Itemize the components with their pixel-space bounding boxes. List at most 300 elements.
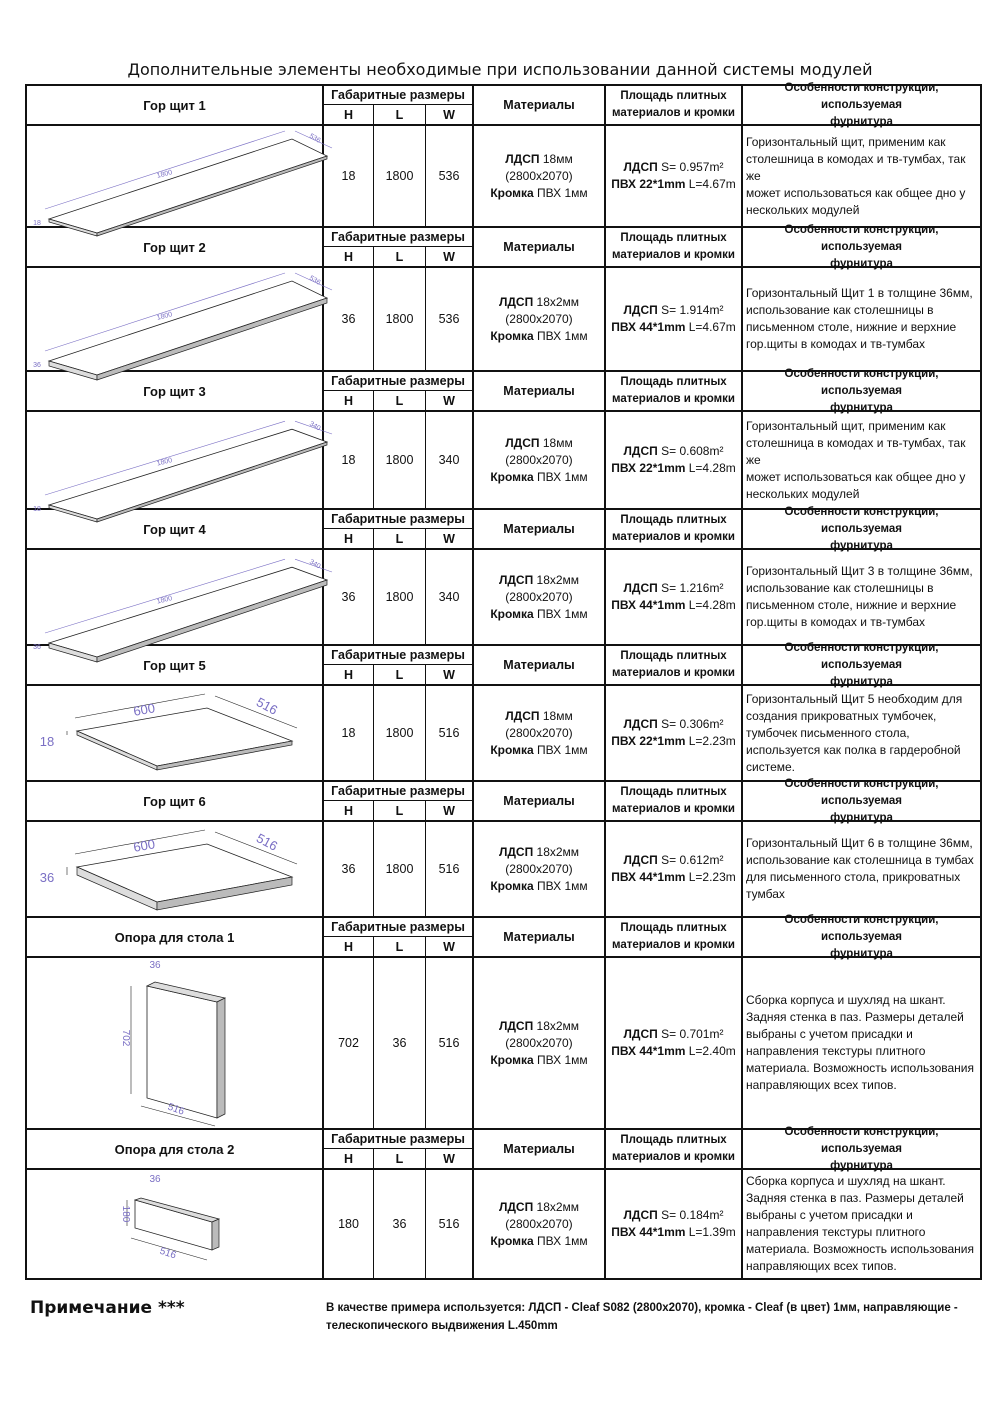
features-text — [746, 418, 977, 503]
edge-name: Кромка — [490, 328, 534, 343]
features-line: тумбах — [746, 887, 785, 901]
dimensions-header — [324, 646, 474, 684]
features-line: гор.щиты в комодах и тв-тумбах — [746, 337, 926, 351]
value-l: 1800 — [374, 686, 426, 780]
features-line: создания прикроватных тумбочек, — [746, 708, 937, 723]
value-l: 1800 — [374, 822, 426, 916]
edge-length: L=2.40m — [685, 1044, 736, 1058]
features-header-line: фурнитура — [830, 115, 893, 128]
materials-cell — [474, 412, 606, 508]
area-header-line: материалов и кромки — [612, 249, 735, 261]
dimension-label: 702 — [120, 1029, 131, 1047]
edge-type: ПВХ 44*1mm — [611, 320, 686, 334]
area-header — [606, 782, 743, 820]
features-cell — [743, 686, 980, 780]
features-text — [746, 563, 973, 631]
materials-sheet-size: (2800х2070) — [505, 1216, 573, 1231]
table-section — [27, 1125, 980, 1280]
table-section — [27, 913, 980, 1130]
area-header — [606, 646, 743, 684]
panel-face — [147, 986, 217, 1118]
value-l: 36 — [374, 958, 426, 1128]
area-header-line: материалов и кромки — [612, 393, 735, 405]
features-header-line: фурнитура — [830, 675, 893, 688]
dimensions-header — [324, 86, 474, 124]
board-top-face — [49, 281, 327, 375]
materials-text — [490, 294, 587, 345]
area-header-line: материалов и кромки — [612, 107, 735, 119]
features-line: материала. Возможность использования — [746, 1242, 974, 1256]
part-drawing — [27, 412, 324, 513]
part-drawing-svg — [27, 822, 322, 916]
edge-spec: ПВХ 1мм — [533, 606, 588, 621]
board-top-face — [49, 429, 327, 519]
edge-spec: ПВХ 1мм — [533, 1233, 588, 1248]
edge-spec: ПВХ 1мм — [533, 878, 588, 893]
features-header-text — [743, 80, 980, 131]
edge-type: ПВХ 44*1mm — [611, 598, 686, 612]
value-h: 18 — [324, 412, 374, 508]
part-drawing — [27, 1170, 324, 1278]
area-text — [611, 1207, 736, 1241]
part-drawing — [27, 958, 324, 1128]
element-name: Гор щит 3 — [27, 372, 324, 410]
materials-sheet-size: (2800х2070) — [505, 725, 573, 740]
materials-cell — [474, 686, 606, 780]
features-header-text — [743, 776, 980, 827]
features-header — [743, 777, 980, 824]
col-w-header: W — [443, 939, 455, 954]
area-cell — [606, 822, 743, 916]
area-value: S= 0.184m² — [657, 1208, 724, 1222]
features-cell — [743, 822, 980, 916]
edge-spec: ПВХ 1мм — [533, 328, 588, 343]
area-line — [611, 443, 736, 460]
material-name: ЛДСП — [498, 1199, 534, 1214]
area-text — [611, 580, 736, 614]
dimensions-header — [324, 782, 474, 820]
col-l-header: L — [374, 529, 426, 548]
materials-line — [490, 185, 587, 202]
col-h-header: H — [324, 1149, 374, 1168]
dimension-label: 516 — [158, 1245, 178, 1262]
area-line — [611, 1207, 736, 1224]
area-header-line: Площадь плитных — [620, 1134, 727, 1146]
dimensions-title: Габаритные размеры — [324, 782, 472, 801]
dimension-label: 36 — [149, 960, 161, 971]
features-header-line: фурнитура — [830, 257, 893, 270]
area-header-line: материалов и кромки — [612, 531, 735, 543]
dimension-label: 536 — [307, 274, 322, 287]
features-cell — [743, 126, 980, 226]
area-header-line: Площадь плитных — [620, 376, 727, 388]
features-line: направления текстуры плитного — [746, 1225, 926, 1239]
col-h-header: H — [324, 665, 374, 684]
col-l-header: L — [374, 665, 426, 684]
table-section — [27, 223, 980, 372]
edge-type: ПВХ 22*1mm — [611, 734, 686, 748]
value-w: 516 — [426, 822, 474, 916]
features-text — [746, 691, 962, 776]
features-line: Горизонтальный Щит 5 необходим для — [746, 691, 963, 706]
board-top-face — [49, 567, 327, 657]
value-w: 536 — [426, 268, 474, 370]
features-header-line: Особенности конструкции, используемая — [784, 1125, 939, 1155]
col-l-header: L — [374, 391, 426, 410]
materials-sheet-size: (2800х2070) — [505, 589, 573, 604]
part-drawing-svg — [27, 1170, 322, 1278]
features-line: Горизонтальный Щит 3 в толщине 36мм, — [746, 564, 973, 578]
note-title: Примечание *** — [30, 1298, 185, 1318]
area-header-text — [612, 1132, 735, 1166]
area-header-line: материалов и кромки — [612, 939, 735, 951]
col-l-header: L — [374, 105, 426, 124]
value-l: 1800 — [374, 126, 426, 226]
area-material: ЛДСП — [623, 160, 658, 174]
dimension-label: 36 — [33, 644, 41, 651]
area-header-line: Площадь плитных — [620, 786, 727, 798]
area-header — [606, 510, 743, 548]
materials-text — [490, 708, 587, 759]
features-line: нескольких модулей — [746, 486, 860, 501]
features-text — [746, 285, 973, 353]
features-line: тумбочек письменного стола, — [746, 725, 910, 740]
area-value: S= 0.612m² — [657, 853, 724, 867]
table-section — [27, 777, 980, 918]
value-w: 516 — [426, 686, 474, 780]
dimension-label: 600 — [132, 700, 157, 719]
document-title: Дополнительные элементы необходимые при использовании данной системы модулей — [127, 60, 873, 79]
area-material: ЛДСП — [623, 581, 658, 595]
features-line: письменном столе, нижние и верхние — [746, 598, 957, 612]
dimensions-title: Габаритные размеры — [324, 510, 472, 529]
area-header-text — [612, 374, 735, 408]
features-line: столешница в комодах и тв-тумбах, так же — [746, 435, 966, 467]
col-l-header: L — [374, 937, 426, 956]
features-header — [743, 367, 980, 414]
dimension-label: 36 — [149, 1174, 161, 1185]
value-l: 1800 — [374, 412, 426, 508]
dimensions-title: Габаритные размеры — [324, 372, 472, 391]
part-drawing — [27, 550, 324, 651]
materials-text — [490, 1199, 587, 1250]
features-line: может использоваться как общее дно у — [746, 185, 966, 200]
materials-line — [490, 742, 587, 759]
dimension-label: 18 — [33, 506, 41, 513]
dimension-label: 1800 — [156, 457, 174, 468]
col-l-header: L — [374, 1149, 426, 1168]
elements-table — [25, 81, 982, 1280]
features-header-text — [743, 912, 980, 963]
area-cell — [606, 686, 743, 780]
features-line: системе. — [746, 759, 795, 774]
material-thickness: 18х2мм — [533, 1018, 580, 1033]
features-line: выбраны с учетом присадки и — [746, 1027, 913, 1041]
features-header-text — [743, 1124, 980, 1175]
dimension-label: 536 — [307, 132, 322, 145]
materials-header: Материалы — [474, 86, 606, 124]
area-line — [611, 460, 736, 477]
edge-length: L=4.67m — [685, 177, 736, 191]
features-header-line: фурнитура — [830, 539, 893, 552]
features-line: направляющих всех типов. — [746, 1078, 897, 1092]
area-header — [606, 372, 743, 410]
materials-text — [490, 151, 587, 202]
area-header-text — [612, 88, 735, 122]
features-line: гор.щиты в комодах и тв-тумбах — [746, 615, 926, 629]
element-name: Гор щит 4 — [27, 510, 324, 548]
features-header-line: Особенности конструкции, используемая — [784, 641, 939, 671]
section-body — [27, 268, 980, 370]
materials-line — [490, 572, 587, 589]
area-text — [611, 443, 736, 477]
area-cell — [606, 412, 743, 508]
edge-type: ПВХ 22*1mm — [611, 461, 686, 475]
section-header — [27, 367, 980, 414]
col-h-header: H — [324, 529, 374, 548]
area-header-line: материалов и кромки — [612, 803, 735, 815]
section-body — [27, 1170, 980, 1278]
material-thickness: 18х2мм — [533, 844, 580, 859]
edge-name: Кромка — [490, 1233, 534, 1248]
edge-name: Кромка — [490, 185, 534, 200]
features-text — [746, 992, 974, 1094]
area-header-line: Площадь плитных — [620, 922, 727, 934]
material-thickness: 18мм — [539, 435, 573, 450]
features-header-line: фурнитура — [830, 947, 893, 960]
section-body — [27, 126, 980, 226]
materials-line — [490, 1018, 587, 1035]
material-name: ЛДСП — [498, 572, 534, 587]
materials-cell — [474, 1170, 606, 1278]
features-line: использование как столешница в тумбах — [746, 853, 974, 867]
materials-header: Материалы — [474, 918, 606, 956]
area-cell — [606, 550, 743, 644]
area-material: ЛДСП — [623, 444, 658, 458]
material-thickness: 18х2мм — [533, 572, 580, 587]
features-cell — [743, 958, 980, 1128]
area-material: ЛДСП — [623, 717, 658, 731]
area-line — [611, 1224, 736, 1241]
features-text — [746, 835, 974, 903]
materials-line — [490, 469, 587, 486]
area-line — [611, 159, 736, 176]
dimension-label: 1800 — [156, 169, 174, 180]
area-header-text — [612, 920, 735, 954]
materials-cell — [474, 268, 606, 370]
area-value: S= 1.914m² — [657, 303, 724, 317]
features-line: Горизонтальный щит, применим как — [746, 418, 946, 433]
materials-cell — [474, 550, 606, 644]
material-name: ЛДСП — [505, 151, 540, 166]
area-line — [611, 580, 736, 597]
features-line: Горизонтальный Щит 6 в толщине 36мм, — [746, 836, 973, 850]
materials-line — [490, 844, 587, 861]
materials-sheet-size: (2800х2070) — [505, 168, 573, 183]
col-w-header: W — [443, 249, 455, 264]
area-header — [606, 228, 743, 266]
col-h-header: H — [324, 801, 374, 820]
features-header-line: Особенности конструкции, используемая — [784, 81, 939, 111]
features-header-line: Особенности конструкции, используемая — [784, 505, 939, 535]
materials-line — [490, 878, 587, 895]
dimensions-title: Габаритные размеры — [324, 86, 472, 105]
features-text — [746, 1173, 974, 1275]
dimension-label: 18 — [39, 734, 55, 749]
area-value: S= 0.957m² — [657, 160, 724, 174]
area-material: ЛДСП — [623, 1027, 658, 1041]
material-thickness: 18мм — [539, 151, 573, 166]
col-h-header: H — [324, 391, 374, 410]
element-name: Гор щит 6 — [27, 782, 324, 820]
dimension-label: 1800 — [156, 311, 174, 322]
features-line: выбраны с учетом присадки и — [746, 1208, 913, 1222]
dimension-label: 516 — [254, 694, 281, 718]
value-h: 36 — [324, 822, 374, 916]
materials-cell — [474, 958, 606, 1128]
edge-name: Кромка — [490, 742, 534, 757]
area-text — [611, 716, 736, 750]
material-name: ЛДСП — [498, 1018, 534, 1033]
features-header — [743, 641, 980, 688]
materials-cell — [474, 126, 606, 226]
edge-length: L=4.67m — [685, 320, 736, 334]
element-name: Гор щит 5 — [27, 646, 324, 684]
section-body — [27, 822, 980, 916]
value-h: 36 — [324, 550, 374, 644]
features-line: Сборка корпуса и шухляд на шкант. — [746, 1174, 946, 1188]
features-header-line: Особенности конструкции, используемая — [784, 223, 939, 253]
part-drawing — [27, 126, 324, 226]
table-section — [27, 641, 980, 782]
material-thickness: 18х2мм — [533, 1199, 580, 1214]
value-w: 516 — [426, 1170, 474, 1278]
features-cell — [743, 1170, 980, 1278]
area-value: S= 0.701m² — [657, 1027, 724, 1041]
value-l: 1800 — [374, 550, 426, 644]
area-line — [611, 176, 736, 193]
features-line: столешница в комодах и тв-тумбах, так же — [746, 151, 966, 183]
section-header — [27, 1125, 980, 1172]
area-value: S= 0.306m² — [657, 717, 724, 731]
section-header — [27, 777, 980, 824]
materials-line — [490, 328, 587, 345]
edge-name: Кромка — [490, 469, 534, 484]
features-line: Горизонтальный щит, применим как — [746, 134, 946, 149]
area-header-line: Площадь плитных — [620, 90, 727, 102]
element-name: Опора для стола 1 — [27, 918, 324, 956]
col-h-header: H — [324, 937, 374, 956]
section-header — [27, 913, 980, 960]
material-name: ЛДСП — [498, 294, 534, 309]
dimensions-header — [324, 1130, 474, 1168]
edge-length: L=4.28m — [685, 598, 736, 612]
edge-type: ПВХ 44*1mm — [611, 1225, 686, 1239]
features-header-line: фурнитура — [830, 811, 893, 824]
dimension-label: 516 — [254, 830, 281, 854]
dimensions-title: Габаритные размеры — [324, 646, 472, 665]
area-text — [611, 159, 736, 193]
materials-sheet-size: (2800х2070) — [505, 1035, 573, 1050]
area-line — [611, 869, 736, 886]
dimension-label: 36 — [39, 870, 55, 885]
area-header-text — [612, 230, 735, 264]
col-w-header: W — [443, 107, 455, 122]
edge-name: Кромка — [490, 606, 534, 621]
dimension-label: 516 — [166, 1101, 186, 1118]
area-material: ЛДСП — [623, 1208, 658, 1222]
area-line — [611, 597, 736, 614]
edge-spec: ПВХ 1мм — [533, 1052, 588, 1067]
features-header-text — [743, 504, 980, 555]
features-line: направляющих всех типов. — [746, 1259, 897, 1273]
materials-header: Материалы — [474, 228, 606, 266]
dimensions-title: Габаритные размеры — [324, 918, 472, 937]
value-h: 18 — [324, 686, 374, 780]
features-line: использование как столешницы в — [746, 581, 934, 595]
area-header — [606, 86, 743, 124]
value-w: 516 — [426, 958, 474, 1128]
part-drawing-svg — [27, 126, 322, 226]
col-w-header: W — [443, 531, 455, 546]
value-l: 1800 — [374, 268, 426, 370]
dimensions-header — [324, 372, 474, 410]
section-body — [27, 686, 980, 780]
edge-length: L=2.23m — [685, 734, 736, 748]
features-text — [746, 134, 977, 219]
materials-line — [490, 1199, 587, 1216]
materials-text — [490, 844, 587, 895]
area-line — [611, 1026, 736, 1043]
area-line — [611, 319, 736, 336]
materials-cell — [474, 822, 606, 916]
board-top-face — [49, 139, 327, 233]
element-name: Гор щит 2 — [27, 228, 324, 266]
value-w: 536 — [426, 126, 474, 226]
col-w-header: W — [443, 803, 455, 818]
features-cell — [743, 268, 980, 370]
dimension-label: 18 — [33, 220, 41, 227]
col-w-header: W — [443, 667, 455, 682]
features-header-text — [743, 366, 980, 417]
area-header — [606, 1130, 743, 1168]
area-cell — [606, 1170, 743, 1278]
features-header-line: Особенности конструкции, используемая — [784, 913, 939, 943]
features-header — [743, 81, 980, 128]
dimensions-title: Габаритные размеры — [324, 228, 472, 247]
material-thickness: 18мм — [539, 708, 573, 723]
area-text — [611, 852, 736, 886]
section-body — [27, 412, 980, 513]
materials-text — [490, 435, 587, 486]
features-header — [743, 223, 980, 270]
value-h: 702 — [324, 958, 374, 1128]
area-value: S= 1.216m² — [657, 581, 724, 595]
area-line — [611, 302, 736, 319]
material-name: ЛДСП — [505, 708, 540, 723]
value-h: 18 — [324, 126, 374, 226]
area-header-line: материалов и кромки — [612, 1151, 735, 1163]
materials-sheet-size: (2800х2070) — [505, 452, 573, 467]
dimension-label: 340 — [307, 558, 322, 571]
features-header — [743, 913, 980, 960]
material-name: ЛДСП — [498, 844, 534, 859]
dimension-label: 600 — [132, 836, 157, 855]
area-header-line: Площадь плитных — [620, 514, 727, 526]
features-line: нескольких модулей — [746, 202, 860, 217]
part-drawing — [27, 686, 324, 780]
area-header-text — [612, 784, 735, 818]
